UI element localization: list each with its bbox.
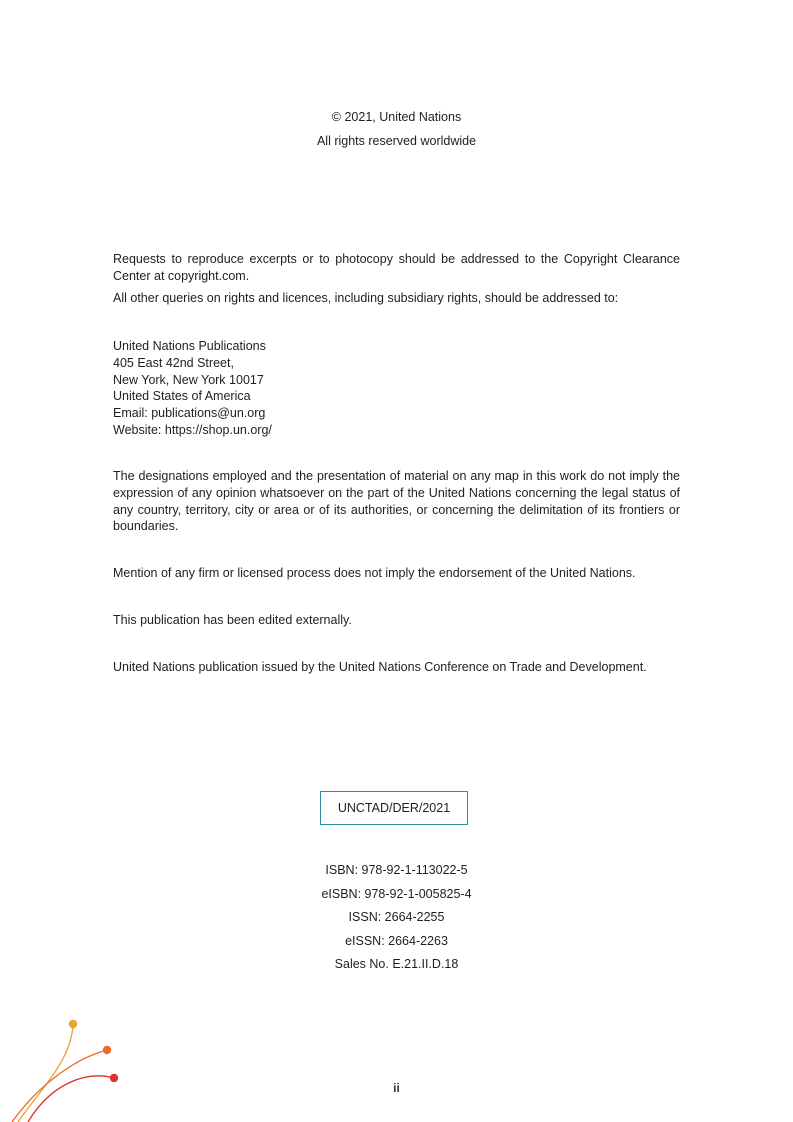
address-line: New York, New York 10017	[113, 372, 264, 387]
sales-number: Sales No. E.21.II.D.18	[334, 957, 459, 972]
designations-disclaimer: The designations employed and the presentation of material on any map in this work do not imply the expression of any opinion whatsoever on the part of the United Nations concerning the legal status of any country, territory, city or area or of its authorities, or concerning the delimitation of its frontiers or boundaries.	[113, 469, 680, 534]
issued-note: United Nations publication issued by the United Nations Conference on Trade and Development.	[113, 660, 647, 674]
address-line: 405 East 42nd Street,	[113, 355, 234, 370]
address-website: Website: https://shop.un.org/	[113, 422, 272, 437]
requests-section	[113, 251, 680, 306]
endorsement-disclaimer: Mention of any firm or licensed process does not imply the endorsement of the United Nations.	[113, 566, 636, 580]
eissn: eISSN: 2664-2263	[345, 933, 448, 948]
document-code: UNCTAD/DER/2021	[337, 801, 451, 815]
publisher-address	[113, 338, 680, 439]
copyright-line: © 2021, United Nations	[331, 110, 462, 124]
queries-paragraph: All other queries on rights and licences, including subsidiary rights, should be addressed to:	[113, 290, 619, 305]
identifiers-list	[0, 862, 793, 980]
eisbn: eISBN: 978-92-1-005825-4	[321, 886, 472, 901]
address-line: United States of America	[113, 389, 251, 404]
decorative-curves-icon	[0, 1010, 140, 1122]
isbn: ISBN: 978-92-1-113022-5	[325, 863, 468, 877]
page-number: ii	[393, 1081, 400, 1095]
address-line: United Nations Publications	[113, 339, 266, 353]
requests-paragraph: Requests to reproduce excerpts or to photocopy should be addressed to the Copyright Clearance Center at copyright.com.	[113, 252, 680, 283]
document-code-box	[320, 791, 468, 825]
edited-note: This publication has been edited externally.	[113, 613, 352, 627]
address-email: Email: publications@un.org	[113, 406, 266, 421]
rights-line: All rights reserved worldwide	[316, 134, 477, 148]
issn: ISSN: 2664-2255	[348, 910, 445, 925]
